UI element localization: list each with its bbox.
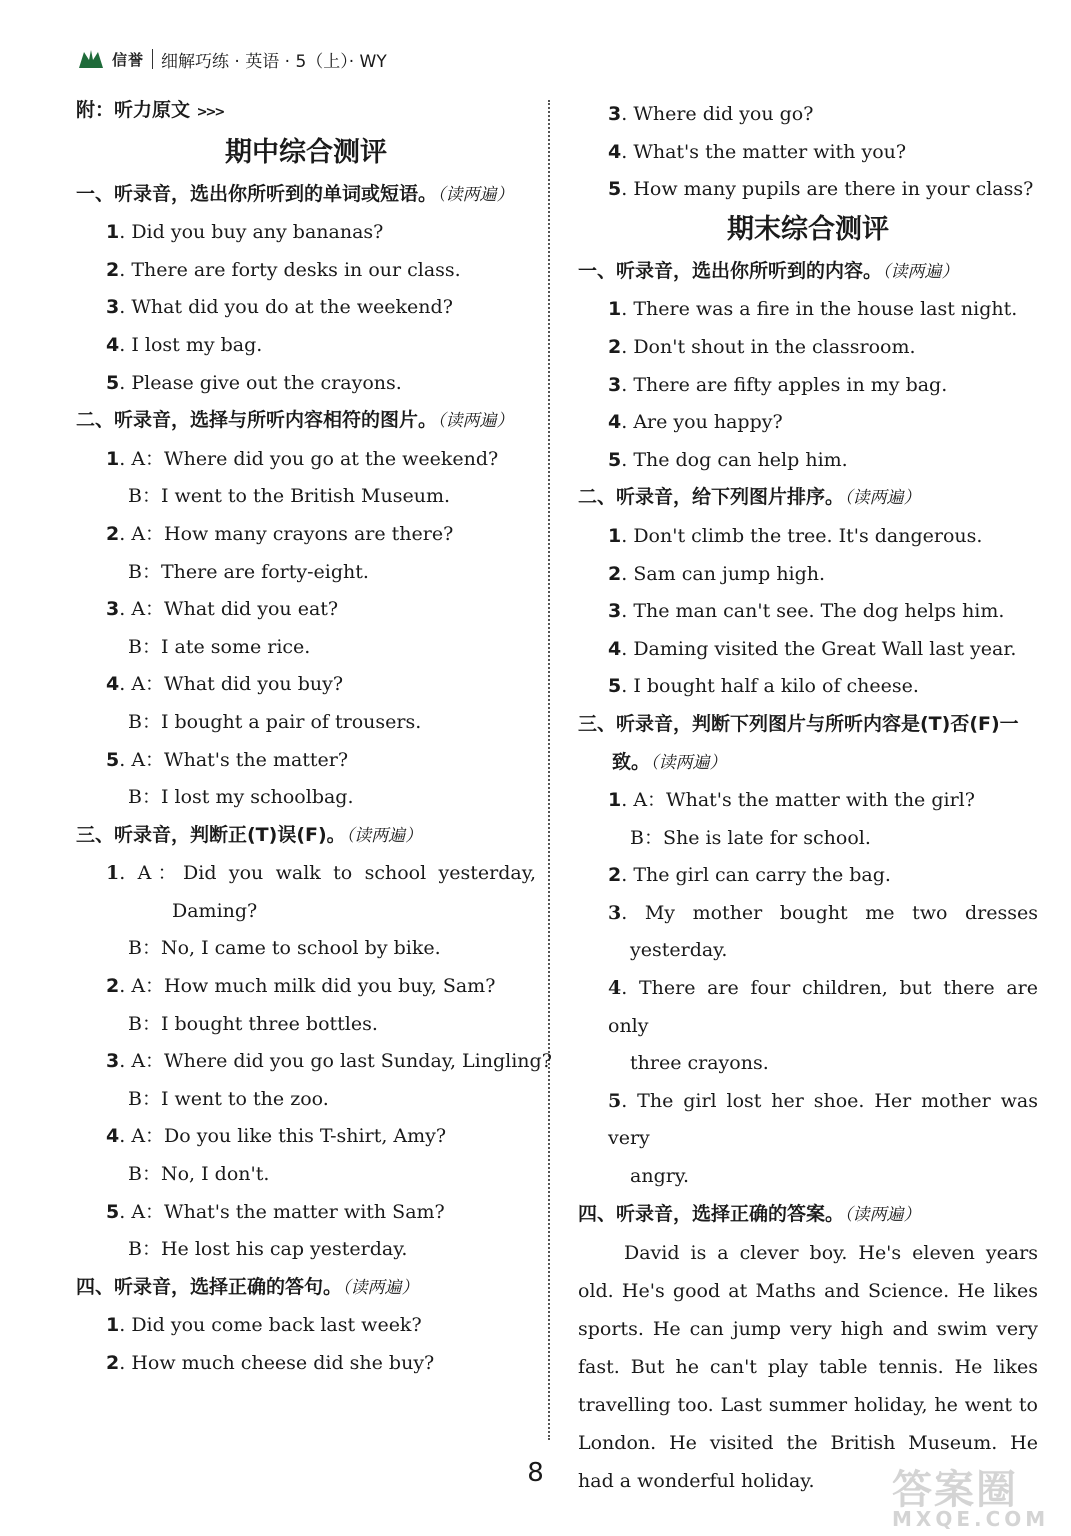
list-item: 1. Did you buy any bananas? [106, 221, 384, 244]
column-divider [548, 100, 550, 1440]
list-item: 5. I bought half a kilo of cheese. [608, 675, 919, 698]
final-section-1-heading: 一、听录音，选出你所听到的内容。（读两遍） [578, 259, 959, 282]
list-item: 5. How many pupils are there in your class? [608, 178, 1034, 201]
list-item: 4. What's the matter with you? [608, 140, 907, 163]
list-item: 1. Don't climb the tree. It's dangerous. [608, 524, 983, 547]
list-item: 1. There was a fire in the house last night. [608, 298, 1018, 321]
dialogue-line: 1. A：Where did you go at the weekend? [106, 447, 499, 470]
dialogue-line: 1. A：Did you walk to school yesterday, [106, 862, 536, 885]
list-item-continued: angry. [630, 1165, 690, 1188]
dialogue-line: 2. A：How much milk did you buy, Sam? [106, 975, 496, 998]
dialogue-line: 3. A：Where did you go last Sunday, Lingling? [106, 1050, 552, 1073]
arrows-icon: >>> [196, 105, 224, 120]
dialogue-line: B：No, I came to school by bike. [128, 937, 441, 960]
midterm-title: 期中综合测评 [225, 136, 387, 168]
dialogue-line: B：I bought three bottles. [128, 1012, 378, 1035]
list-item: 2. The girl can carry the bag. [608, 864, 891, 887]
book-logo-icon [78, 48, 104, 70]
dialogue-line: B：No, I don't. [128, 1163, 270, 1186]
final-section-4-heading: 四、听录音，选择正确的答案。（读两遍） [578, 1202, 921, 1225]
list-item: 3. There are fifty apples in my bag. [608, 373, 948, 396]
site-watermark: 答案圈 MXQE.COM [892, 1467, 1050, 1531]
midterm-section-2-heading: 二、听录音，选择与所听内容相符的图片。（读两遍） [76, 409, 514, 432]
appendix-label: 附：听力原文 >>> [76, 99, 224, 121]
dialogue-line: B：I bought a pair of trousers. [128, 710, 422, 733]
list-item: 3. What did you do at the weekend? [106, 296, 453, 319]
dialogue-line: B：There are forty-eight. [128, 560, 369, 583]
dialogue-line: B：I lost my schoolbag. [128, 786, 354, 809]
list-item: 3. Where did you go? [608, 103, 814, 125]
dialogue-line: B：I ate some rice. [128, 635, 311, 658]
midterm-section-4-heading: 四、听录音，选择正确的答句。（读两遍） [76, 1275, 419, 1298]
dialogue-line: B：I went to the zoo. [128, 1087, 329, 1110]
list-item: 4. Daming visited the Great Wall last year. [608, 637, 1017, 660]
list-item: 4. Are you happy? [608, 411, 783, 434]
right-column [578, 96, 1038, 1500]
reading-passage: David is a clever boy. He's eleven years old. He's good at Maths and Science. He likes sports. He can jump very high and swim very fast. But he can't play table tennis. He likes travelling too. Last summer holiday, he went to London. He visited the British Museum. He had a wonderful holiday. [578, 1242, 1038, 1493]
list-item: 2. Sam can jump high. [608, 562, 826, 585]
dialogue-line: 3. A：What did you eat? [106, 598, 339, 621]
list-item: 5. The dog can help him. [608, 448, 848, 471]
list-item: 5. Please give out the crayons. [106, 371, 402, 394]
list-item: 2. Don't shout in the classroom. [608, 335, 916, 358]
midterm-section-3-heading: 三、听录音，判断正(T)误(F)。（读两遍） [76, 823, 423, 846]
dialogue-line: 1. A：What's the matter with the girl? [608, 789, 975, 812]
list-item: 2. How much cheese did she buy? [106, 1352, 435, 1374]
dialogue-line: 2. A：How many crayons are there? [106, 522, 454, 545]
final-title: 期末综合测评 [727, 213, 889, 245]
page-header [78, 44, 387, 74]
list-item: 4. I lost my bag. [106, 333, 263, 356]
final-section-2-heading: 二、听录音，给下列图片排序。（读两遍） [578, 486, 921, 509]
page-number: 8 [527, 1458, 544, 1488]
header-divider [152, 49, 153, 69]
dialogue-line: Daming? [172, 899, 258, 922]
dialogue-line: B：He lost his cap yesterday. [128, 1238, 408, 1261]
final-section-3-heading: 三、听录音，判断下列图片与所听内容是(T)否(F)一致。（读两遍） [578, 712, 1019, 773]
dialogue-line: 4. A：Do you like this T-shirt, Amy? [106, 1125, 447, 1148]
list-item: 2. There are forty desks in our class. [106, 258, 461, 281]
brand-logo-text: 信誉 [112, 50, 145, 69]
list-item: 5. The girl lost her shoe. Her mother was very [608, 1089, 1038, 1150]
dialogue-line: 5. A：What's the matter with Sam? [106, 1200, 445, 1223]
dialogue-line: B：I went to the British Museum. [128, 485, 451, 508]
dialogue-line: B：She is late for school. [630, 826, 871, 849]
list-item: 4. There are four children, but there are only [608, 977, 1038, 1037]
list-item: 3. My mother bought me two dresses [608, 901, 1038, 924]
midterm-section-1-heading: 一、听录音，选出你所听到的单词或短语。（读两遍） [76, 182, 514, 205]
dialogue-line: 4. A：What did you buy? [106, 673, 344, 696]
list-item: 1. Did you come back last week? [106, 1314, 422, 1337]
dialogue-line: 5. A：What's the matter? [106, 748, 349, 771]
left-column [76, 92, 552, 1383]
list-item: 3. The man can't see. The dog helps him. [608, 600, 1005, 623]
book-title: 细解巧练 · 英语 · 5（上）· WY [161, 51, 387, 72]
list-item-continued: three crayons. [630, 1052, 769, 1075]
list-item-continued: yesterday. [630, 939, 728, 962]
